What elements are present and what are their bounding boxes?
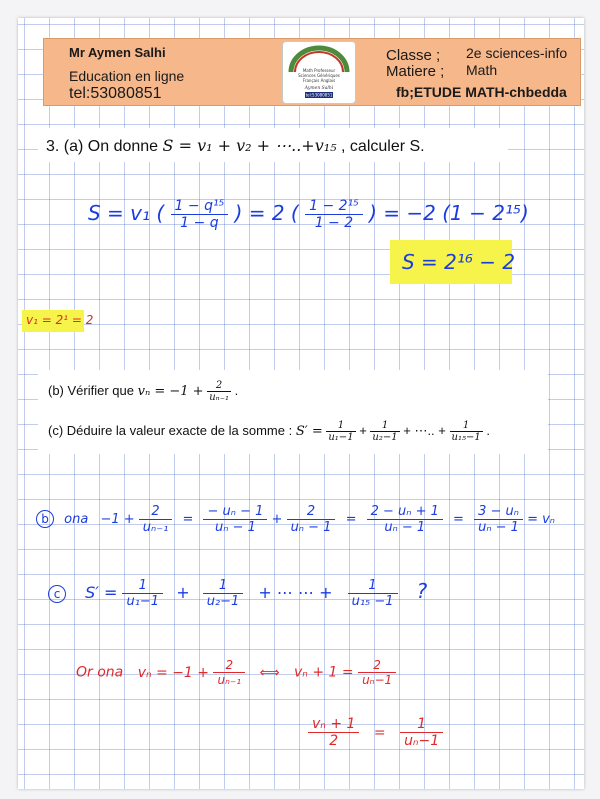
solution-b-plus: +	[271, 512, 283, 527]
red-last-eq: =	[373, 724, 386, 741]
s-result: S = 2¹⁶ − 2	[402, 250, 516, 274]
red-last-rhs	[400, 716, 443, 749]
solution-c-term-1	[122, 578, 163, 609]
red-vn: vₙ = −1 +	[137, 664, 210, 681]
question-3a-formula: S = v₁ + v₂ + ⋯..+v₁₅	[162, 136, 337, 155]
red-frac-2	[358, 658, 396, 687]
red-f-den: uₙ₋₁	[217, 673, 242, 687]
solution-b-f5-num: 3 − uₙ	[474, 504, 523, 520]
solution-b-frac1	[139, 504, 173, 535]
logo-line-2: Sciences Génériques	[298, 73, 340, 78]
red-vn1: vₙ + 1 =	[294, 664, 354, 681]
red-ona: Or ona	[76, 664, 124, 681]
s-calc-part3: ) = −2 (1 − 2¹⁵)	[369, 201, 529, 225]
part-c-text: (c) Déduire la valeur exacte de la somme : S′ = $\frac{1}{\text{u₁−1}}$ + $\frac{1}{\text{u₂−1}}$ + ⋯.. + $\frac{1}{\text{u₁₅−1}}$ .	[48, 420, 490, 443]
solution-b-f1-den: uₙ₋₁	[142, 520, 169, 535]
solution-b-eq1: =	[182, 512, 194, 527]
red-equiv: ⟺	[259, 664, 280, 681]
solution-c-t3-num: 1	[348, 578, 398, 594]
part-c-middle: + ⋯.. +	[403, 422, 446, 438]
part-c-t1-den: u₁−1	[328, 432, 354, 443]
solution-b	[36, 504, 555, 535]
part-c-t3-num: 1	[450, 420, 483, 432]
part-b-formula: vₙ = −1 +	[137, 383, 204, 399]
red-f-num: 2	[213, 658, 245, 673]
s-calc-part2: ) = 2 (	[234, 201, 299, 225]
part-c-formula-lhs: S′ =	[295, 423, 323, 439]
solution-b-ona: ona	[64, 512, 89, 527]
solution-red-line-1	[76, 658, 396, 687]
part-b-fraction	[207, 380, 231, 403]
red-last-num: vₙ + 1	[308, 716, 359, 733]
facebook-label: fb;ETUDE MATH-chbedda	[396, 84, 567, 100]
solution-c-question-mark: ?	[416, 579, 428, 603]
solution-b-frac5	[474, 504, 523, 535]
red-f2-num: 2	[358, 658, 396, 673]
part-c-t2-num: 1	[370, 420, 399, 432]
header-banner	[43, 38, 581, 106]
solution-b-f1-num: 2	[139, 504, 173, 520]
solution-b-result: = vₙ	[527, 512, 555, 527]
s-calc-part1: S = v₁ (	[88, 201, 165, 225]
solution-b-frac3	[287, 504, 336, 535]
solution-c-plus: +	[176, 583, 190, 602]
part-c-term-2	[370, 420, 399, 443]
solution-b-step1: −1 +	[100, 512, 135, 527]
part-c-t2-den: u₂−1	[372, 432, 398, 443]
s-frac2-den: 1 − 2	[314, 215, 354, 231]
question-3a-block	[38, 128, 508, 162]
classe-value: 2e sciences-info	[466, 45, 568, 61]
solution-b-f4-num: 2 − uₙ + 1	[367, 504, 443, 520]
question-3a-label: (a) On donne	[63, 138, 159, 155]
classe-label: Classe ;	[386, 47, 441, 64]
solution-b-f3-num: 2	[287, 504, 336, 520]
red-last-rden: uₙ−1	[404, 733, 440, 749]
logo-line-3: Français Anglais	[302, 78, 336, 83]
logo-line-1: Math Professeur	[302, 68, 336, 73]
solution-b-marker: b	[36, 510, 54, 528]
solution-c-t3-den: u₁₅ −1	[351, 594, 394, 609]
s-calc-fraction-1	[171, 198, 229, 231]
solution-b-frac4	[367, 504, 443, 535]
solution-c-mid: + ⋯ ⋯ +	[258, 583, 333, 602]
part-b-frac-num: 2	[207, 380, 231, 392]
part-b-text	[48, 380, 238, 403]
s-frac2-num: 1 − 2¹⁵	[305, 198, 363, 215]
logo-line-5: tel:53080851	[305, 92, 333, 98]
red-last-den: 2	[329, 733, 339, 749]
part-b-frac-den: uₙ₋₁	[209, 392, 229, 403]
education-label: Education en ligne	[69, 68, 185, 84]
solution-b-f2-num: − uₙ − 1	[203, 504, 267, 520]
solution-c-lhs: S′ =	[85, 583, 118, 602]
part-c-t1-num: 1	[326, 420, 355, 432]
solution-c-t1-den: u₁−1	[126, 594, 160, 609]
solution-b-eq3: =	[453, 512, 464, 527]
red-f2-den: uₙ−1	[362, 673, 393, 687]
part-c-end: .	[486, 422, 490, 438]
solution-c-term-3	[348, 578, 398, 609]
teacher-name: Mr Aymen Salhi	[69, 45, 166, 60]
red-last-lhs	[308, 716, 359, 749]
school-logo	[282, 41, 356, 104]
matiere-value: Math	[466, 62, 498, 78]
part-b-end: .	[234, 382, 239, 398]
worksheet-page	[18, 18, 584, 789]
part-b-label: (b) Vérifier que	[48, 382, 134, 398]
solution-c-term-2	[203, 578, 244, 609]
part-c-term-3	[450, 420, 483, 443]
s-frac1-num: 1 − q¹⁵	[171, 198, 229, 215]
logo-emblem-icon	[283, 42, 355, 103]
solution-b-f3-den: uₙ − 1	[290, 520, 332, 535]
telephone: tel:53080851	[69, 85, 162, 102]
v1-note: v₁ = 2¹ = 2	[26, 313, 94, 327]
parts-bc-block	[38, 370, 548, 454]
solution-red-line-2	[308, 716, 443, 749]
logo-line-4: Aymen Salhi	[304, 86, 334, 91]
question-number: 3.	[46, 138, 60, 155]
red-frac-1	[213, 658, 245, 687]
solution-b-f4-den: uₙ − 1	[384, 520, 426, 535]
question-3a-end: , calculer S.	[341, 138, 425, 155]
red-last-rnum: 1	[400, 716, 443, 733]
solution-b-frac2	[203, 504, 267, 535]
handwritten-s-calculation	[88, 198, 529, 231]
matiere-label: Matiere ;	[386, 63, 445, 80]
solution-c-t1-num: 1	[122, 578, 163, 594]
solution-b-f2-den: uₙ − 1	[215, 520, 256, 535]
part-c-term-1	[326, 420, 355, 443]
solution-c-t2-num: 1	[203, 578, 244, 594]
solution-b-f5-den: uₙ − 1	[478, 520, 519, 535]
solution-c	[48, 578, 427, 609]
s-frac1-den: 1 − q	[180, 215, 219, 231]
solution-c-t2-den: u₂−1	[206, 594, 240, 609]
part-c-label: (c) Déduire la valeur exacte de la somme :	[48, 422, 293, 438]
solution-c-marker: c	[48, 585, 66, 603]
part-c-t3-den: u₁₅−1	[451, 432, 481, 443]
question-3a	[46, 136, 425, 156]
s-calc-fraction-2	[305, 198, 363, 231]
solution-b-eq2: =	[345, 512, 357, 527]
